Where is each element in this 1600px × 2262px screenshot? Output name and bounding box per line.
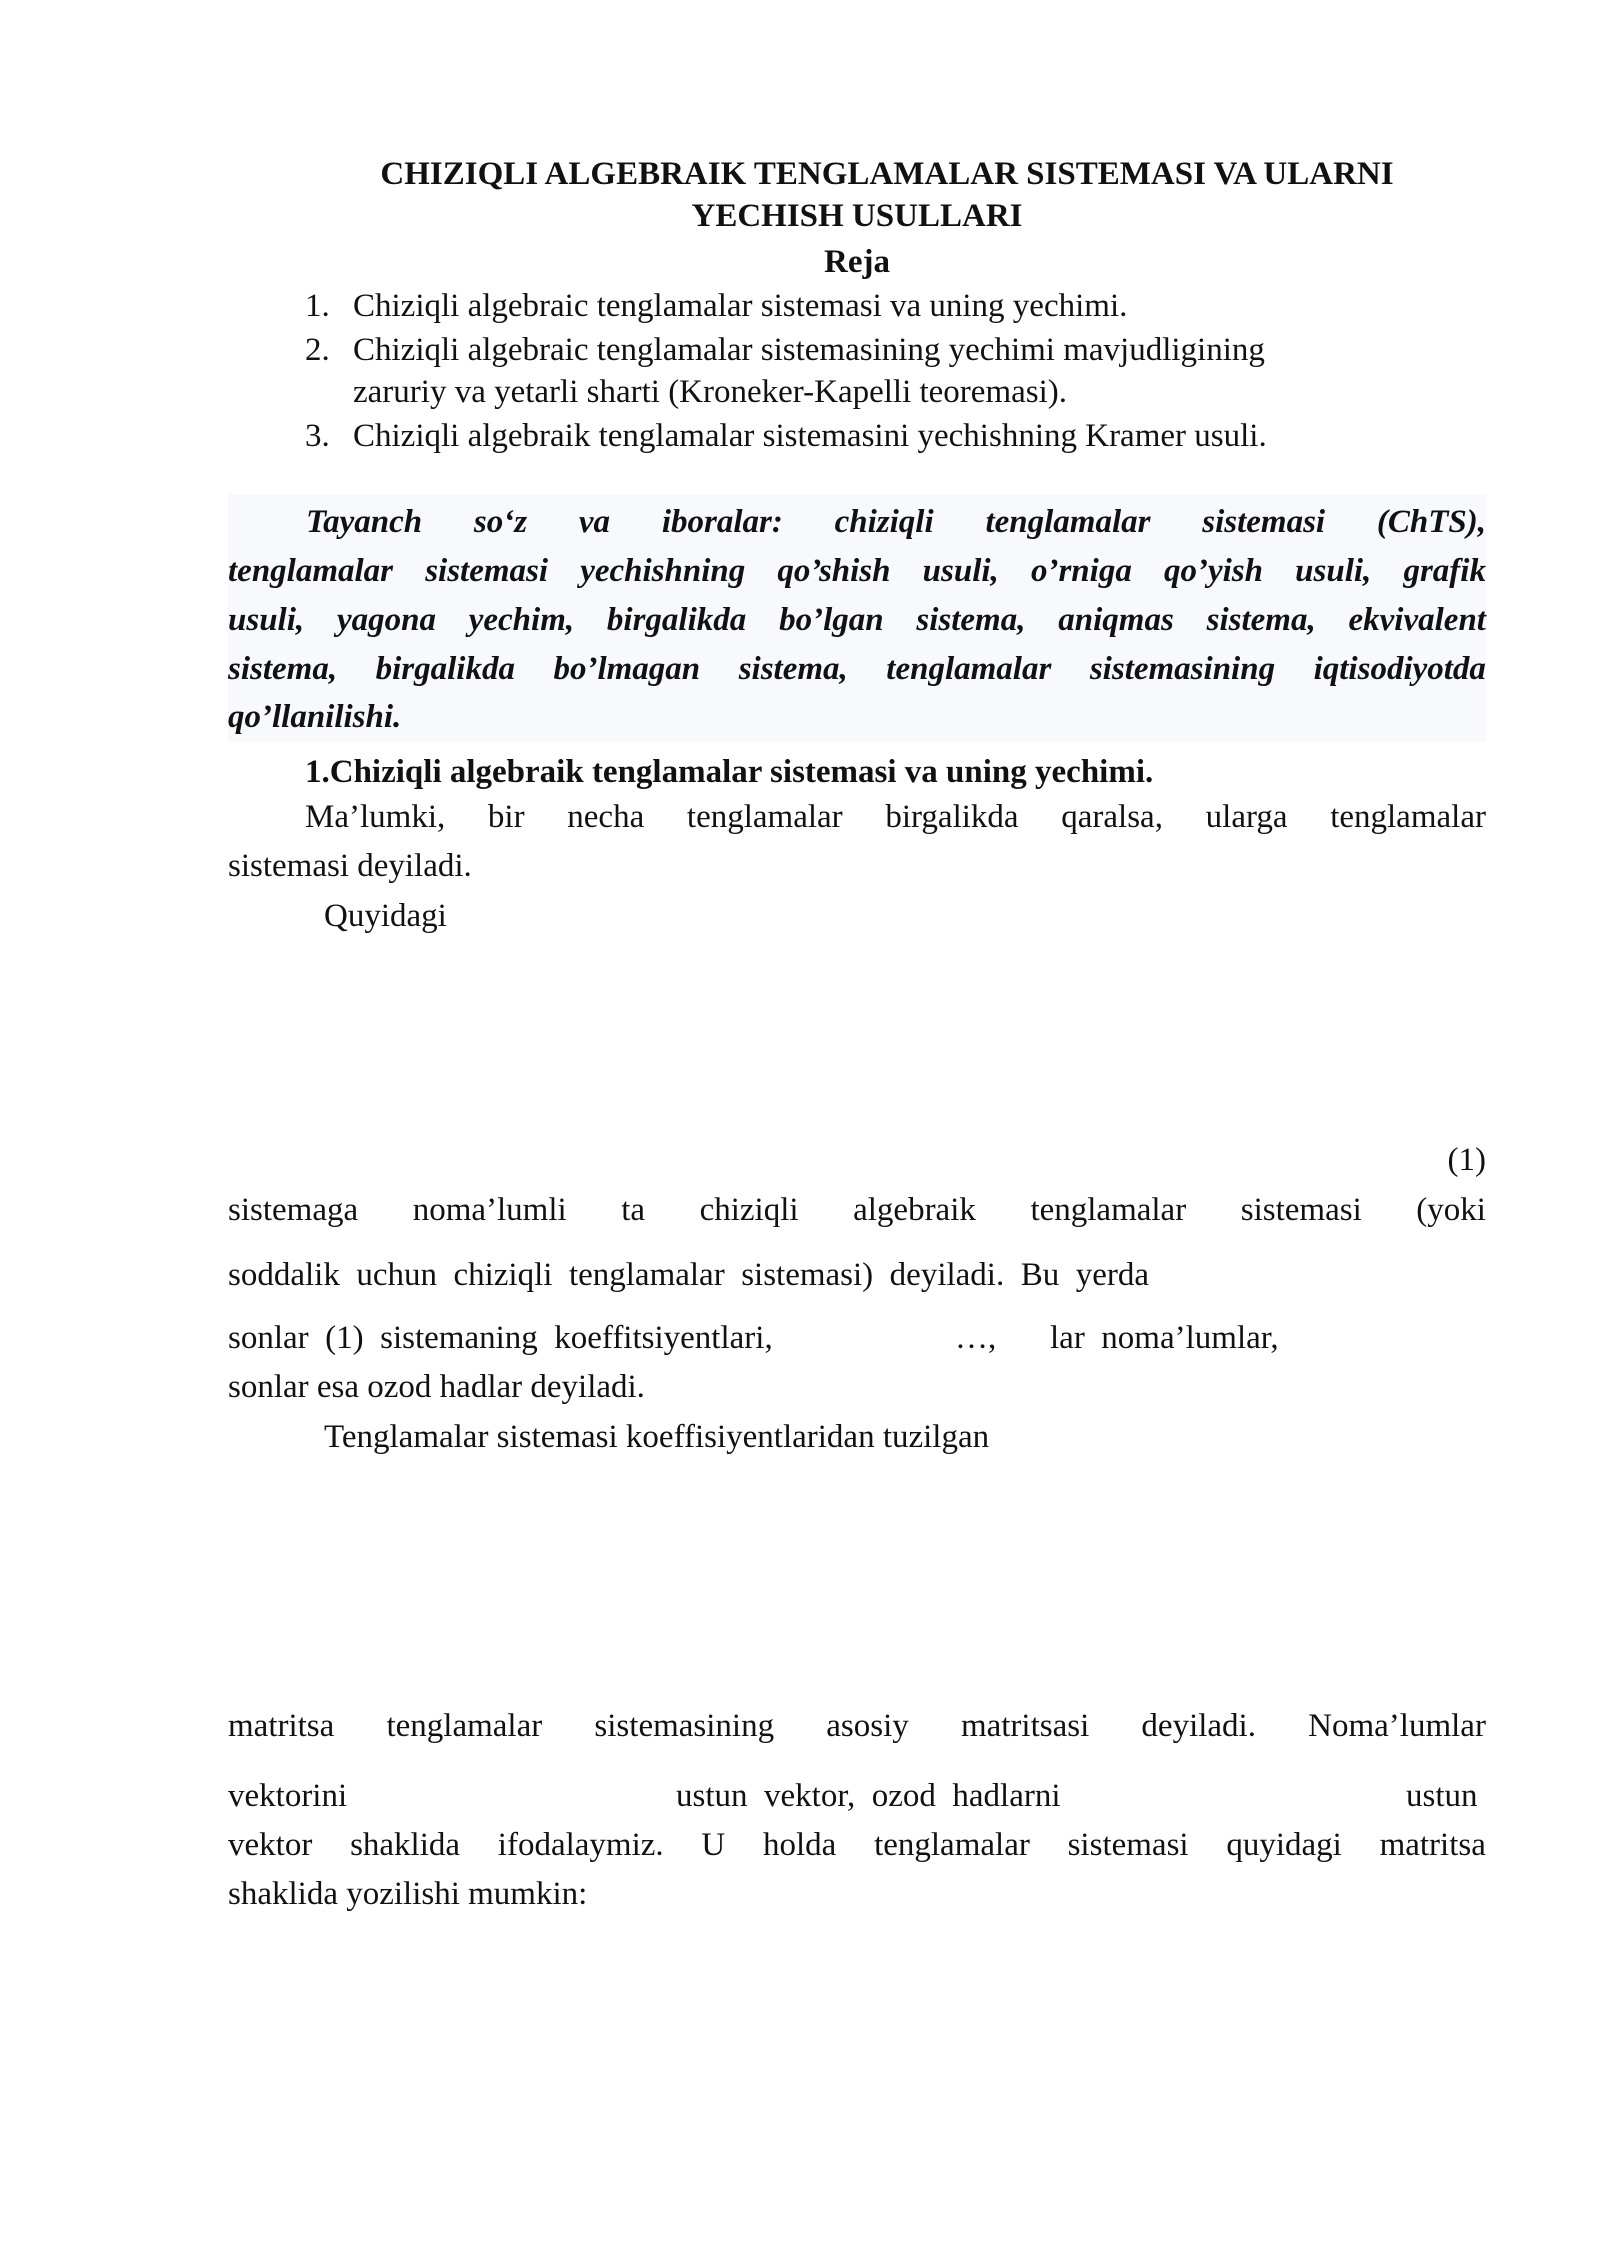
keywords-line-5 — [228, 697, 1486, 737]
section-1-heading: 1.Chiziqli algebraik tenglamalar sistemasi va uning yechimi. — [305, 754, 1154, 790]
paragraph-word: sistemaga — [228, 1192, 359, 1228]
keywords-word: yechim, — [468, 602, 575, 638]
paragraph-2-line-1 — [228, 1190, 1486, 1230]
keywords-word: birgalikda — [375, 651, 515, 687]
paragraph-word: birgalikda — [885, 799, 1019, 835]
equation-number: (1) — [1447, 1142, 1486, 1178]
keywords-word: qo’llanilishi. — [228, 699, 402, 735]
paragraph-word: sistemasining — [594, 1708, 775, 1744]
paragraph-word: bir — [487, 799, 525, 835]
paragraph-word: qaralsa, — [1061, 799, 1163, 835]
paragraph-3-line-1-b: …, — [955, 1320, 997, 1356]
paragraph-word: tenglamalar — [386, 1708, 543, 1744]
paragraph-word: ifodalaymiz. — [497, 1827, 664, 1863]
paragraph-4: Tenglamalar sistemasi koeffisiyentlaridan tuzilgan — [324, 1419, 990, 1455]
paragraph-word: deyiladi. — [1141, 1708, 1256, 1744]
paragraph-3-line-2: sonlar esa ozod hadlar deyiladi. — [228, 1369, 645, 1405]
keywords-word: grafik — [1403, 553, 1486, 589]
document-title-line2: YECHISH USULLARI — [691, 198, 1023, 234]
plan-item-3-text: Chiziqli algebraik tenglamalar sistemasini yechishning Kramer usuli. — [353, 418, 1267, 454]
keywords-line-3 — [228, 600, 1486, 640]
paragraph-5-line-2-a: vektorini — [228, 1778, 348, 1814]
keywords-word: usuli, — [922, 553, 999, 589]
keywords-word: tenglamalar — [228, 553, 394, 589]
paragraph-word: matritsasi — [960, 1708, 1090, 1744]
paragraph-word: tenglamalar — [1330, 799, 1486, 835]
paragraph-word: shaklida — [350, 1827, 461, 1863]
plan-heading: Reja — [824, 244, 890, 280]
paragraph-word: algebraik — [853, 1192, 976, 1228]
paragraph-word: noma’lumli — [412, 1192, 567, 1228]
paragraph-5-line-3 — [228, 1825, 1486, 1865]
quyidagi-text: Quyidagi — [324, 898, 447, 934]
paragraph-3-line-1-c: lar noma’lumlar, — [1050, 1320, 1279, 1356]
paragraph-5-line-4: shaklida yozilishi mumkin: — [228, 1876, 588, 1912]
paragraph-5-line-2-c: ustun — [1406, 1778, 1478, 1814]
paragraph-word: matritsa — [228, 1708, 335, 1744]
paragraph-word: quyidagi — [1226, 1827, 1342, 1863]
keywords-word: sistemasining — [1089, 651, 1276, 687]
paragraph-word: (yoki — [1416, 1192, 1486, 1228]
keywords-word: bo’lmagan — [553, 651, 701, 687]
plan-item-1-number: 1. — [305, 288, 330, 324]
paragraph-2-line-2: soddalik uchun chiziqli tenglamalar sistemasi) deyiladi. Bu yerda — [228, 1257, 1150, 1293]
keywords-word: o’rniga — [1030, 553, 1132, 589]
keywords-word: iqtisodiyotda — [1313, 651, 1486, 687]
keywords-word: sistema, — [738, 651, 848, 687]
document-title-line1: CHIZIQLI ALGEBRAIK TENGLAMALAR SISTEMASI VA ULARNI — [380, 156, 1394, 192]
keywords-word: usuli, — [228, 602, 305, 638]
keywords-word: sistema, — [1206, 602, 1316, 638]
paragraph-word: ularga — [1205, 799, 1288, 835]
keywords-word: qo’yish — [1163, 553, 1263, 589]
keywords-word: tenglamalar — [985, 504, 1151, 540]
paragraph-1-line-2: sistemasi deyiladi. — [228, 848, 472, 884]
keywords-word: qo’shish — [777, 553, 891, 589]
keywords-word: sistema, — [916, 602, 1026, 638]
keywords-line-2 — [228, 551, 1486, 591]
paragraph-word: vektor — [228, 1827, 313, 1863]
keywords-word: so‘z — [473, 504, 528, 540]
paragraph-1-line-1 — [228, 797, 1486, 837]
paragraph-5-line-1 — [228, 1706, 1486, 1746]
plan-item-2-number: 2. — [305, 332, 330, 368]
keywords-block — [228, 494, 1486, 742]
paragraph-word: necha — [567, 799, 645, 835]
paragraph-word: U — [701, 1827, 726, 1863]
paragraph-word: asosiy — [826, 1708, 909, 1744]
keywords-word: Tayanch — [306, 504, 423, 540]
keywords-word: sistema, — [228, 651, 338, 687]
paragraph-word: chiziqli — [699, 1192, 799, 1228]
keywords-line-4 — [228, 649, 1486, 689]
paragraph-word: tenglamalar — [874, 1827, 1030, 1863]
keywords-word: sistemasi — [1202, 504, 1326, 540]
paragraph-word: matritsa — [1379, 1827, 1486, 1863]
keywords-word: ekvivalent — [1348, 602, 1486, 638]
keywords-word: tenglamalar — [886, 651, 1052, 687]
paragraph-5-line-2-b: ustun vektor, ozod hadlarni — [676, 1778, 1061, 1814]
paragraph-word: Ma’lumki, — [305, 799, 446, 835]
plan-item-1-text: Chiziqli algebraic tenglamalar sistemasi va uning yechimi. — [353, 288, 1128, 324]
keywords-word: bo’lgan — [779, 602, 884, 638]
keywords-word: yagona — [336, 602, 436, 638]
keywords-word: va — [578, 504, 611, 540]
keywords-word: usuli, — [1295, 553, 1372, 589]
plan-item-3-number: 3. — [305, 418, 330, 454]
keywords-word: chiziqli — [834, 504, 934, 540]
keywords-word: iboralar: — [661, 504, 783, 540]
keywords-word: sistemasi — [425, 553, 549, 589]
paragraph-word: Noma’lumlar — [1308, 1708, 1486, 1744]
paragraph-word: tenglamalar — [686, 799, 843, 835]
paragraph-word: sistemasi — [1240, 1192, 1362, 1228]
keywords-word: (ChTS), — [1376, 504, 1486, 540]
paragraph-3-line-1-a: sonlar (1) sistemaning koeffitsiyentlari, — [228, 1320, 773, 1356]
paragraph-word: sistemasi — [1067, 1827, 1189, 1863]
keywords-word: aniqmas — [1058, 602, 1174, 638]
keywords-word: yechishning — [580, 553, 746, 589]
paragraph-word: tenglamalar — [1030, 1192, 1187, 1228]
keywords-line-1 — [228, 502, 1486, 542]
keywords-word: birgalikda — [606, 602, 747, 638]
paragraph-word: ta — [621, 1192, 646, 1228]
plan-item-2-text: Chiziqli algebraic tenglamalar sistemasining yechimi mavjudligining — [353, 332, 1265, 368]
paragraph-word: holda — [763, 1827, 837, 1863]
plan-item-2-text-cont: zaruriy va yetarli sharti (Kroneker-Kapelli teoremasi). — [353, 374, 1068, 410]
